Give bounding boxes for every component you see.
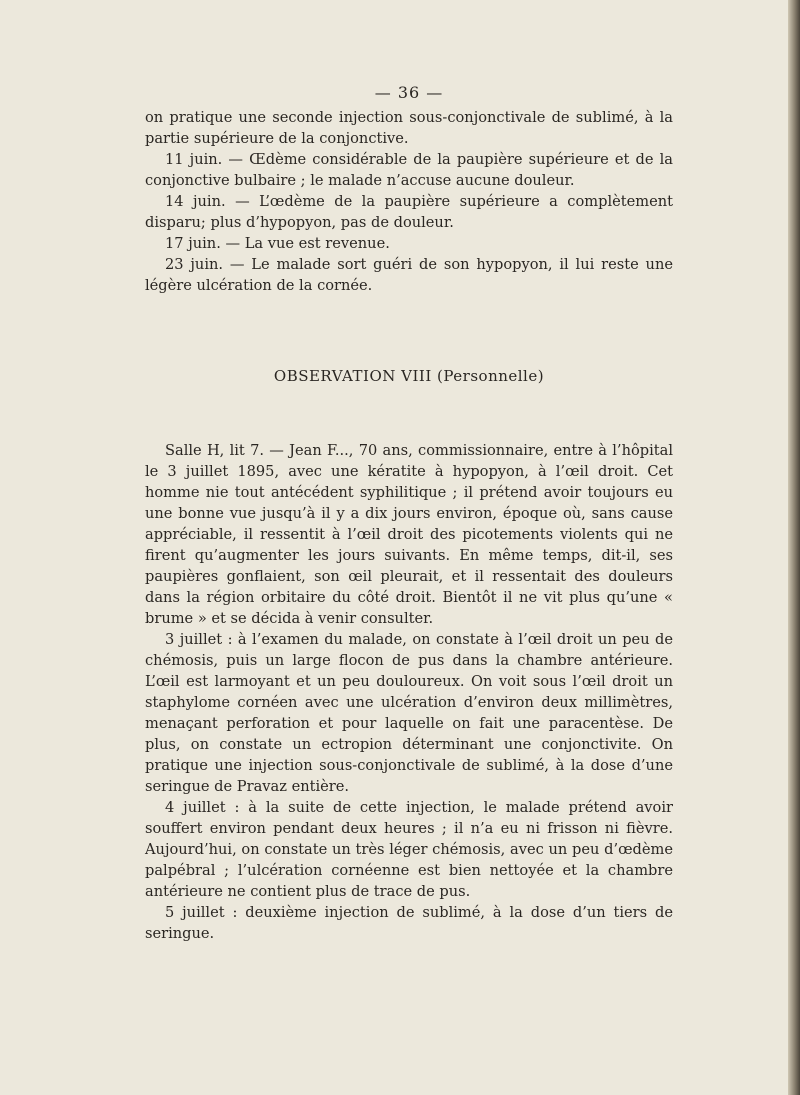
- page-edge-shadow: [788, 0, 800, 1095]
- paragraph-top-1: 11 juin. — Œdème considérable de la paupière supérieure et de la conjonctive bulbaire ; le malade n’accuse aucune douleur.: [145, 151, 673, 189]
- paragraph-bottom-1: 3 juillet : à l’examen du malade, on constate à l’œil droit un peu de chémosis, puis un large flocon de pus dans la chambre antérieure. L’œil est larmoyant et un peu douloureux. On voit sous l’œil droit un staphylome cornéen avec une ulcération d’environ deux millimètres, menaçant perforation et pour laquelle on fait une paracentèse. De plus, on constate un ectropion déterminant une conjonctivite. On pratique une injection sous-conjonctivale de sublimé, à la dose d’une seringue de Pravaz entière.: [145, 631, 673, 795]
- page-number: — 36 —: [374, 83, 444, 102]
- paragraph-top-3: 17 juin. — La vue est revenue.: [165, 235, 390, 252]
- paragraph-top-4: 23 juin. — Le malade sort guéri de son hypopyon, il lui reste une légère ulcération de la cornée.: [145, 256, 673, 294]
- paragraph-top-0: on pratique une seconde injection sous-conjonctivale de sublimé, à la partie supérieure de la conjonctive.: [145, 109, 673, 147]
- paragraph-bottom-0: Salle H, lit 7. — Jean F..., 70 ans, commissionnaire, entre à l’hôpital le 3 juillet 1895, avec une kératite à hypopyon, à l’œil droit. Cet homme nie tout antécédent syphilitique ; il prétend avoir toujours eu une bonne vue jusqu’à il y a dix jours environ, époque où, sans cause appréciable, il ressentit à l’œil droit des picotements violents qui ne firent qu’augmenter les jours suivants. En même temps, dit-il, ses paupières gonflaient, son œil pleurait, et il ressentait des douleurs dans la région orbitaire du côté droit. Bientôt il ne vit plus qu’une « brume » et se décida à venir consulter.: [145, 442, 673, 627]
- paragraph-top-2: 14 juin. — L’œdème de la paupière supérieure a complètement disparu; plus d’hypopyon, pas de douleur.: [145, 193, 673, 231]
- paragraph-bottom-3: 5 juillet : deuxième injection de sublimé, à la dose d’un tiers de seringue.: [145, 904, 673, 942]
- page-text-block: [145, 82, 673, 944]
- paragraph-bottom-2: 4 juillet : à la suite de cette injection, le malade prétend avoir souffert environ pendant deux heures ; il n’a eu ni frisson ni fièvre. Aujourd’hui, on constate un très léger chémosis, avec un peu d’œdème palpébral ; l’ulcération cornéenne est bien nettoyée et la chambre antérieure ne contient plus de trace de pus.: [145, 799, 673, 900]
- section-heading: OBSERVATION VIII (Personnelle): [273, 367, 545, 385]
